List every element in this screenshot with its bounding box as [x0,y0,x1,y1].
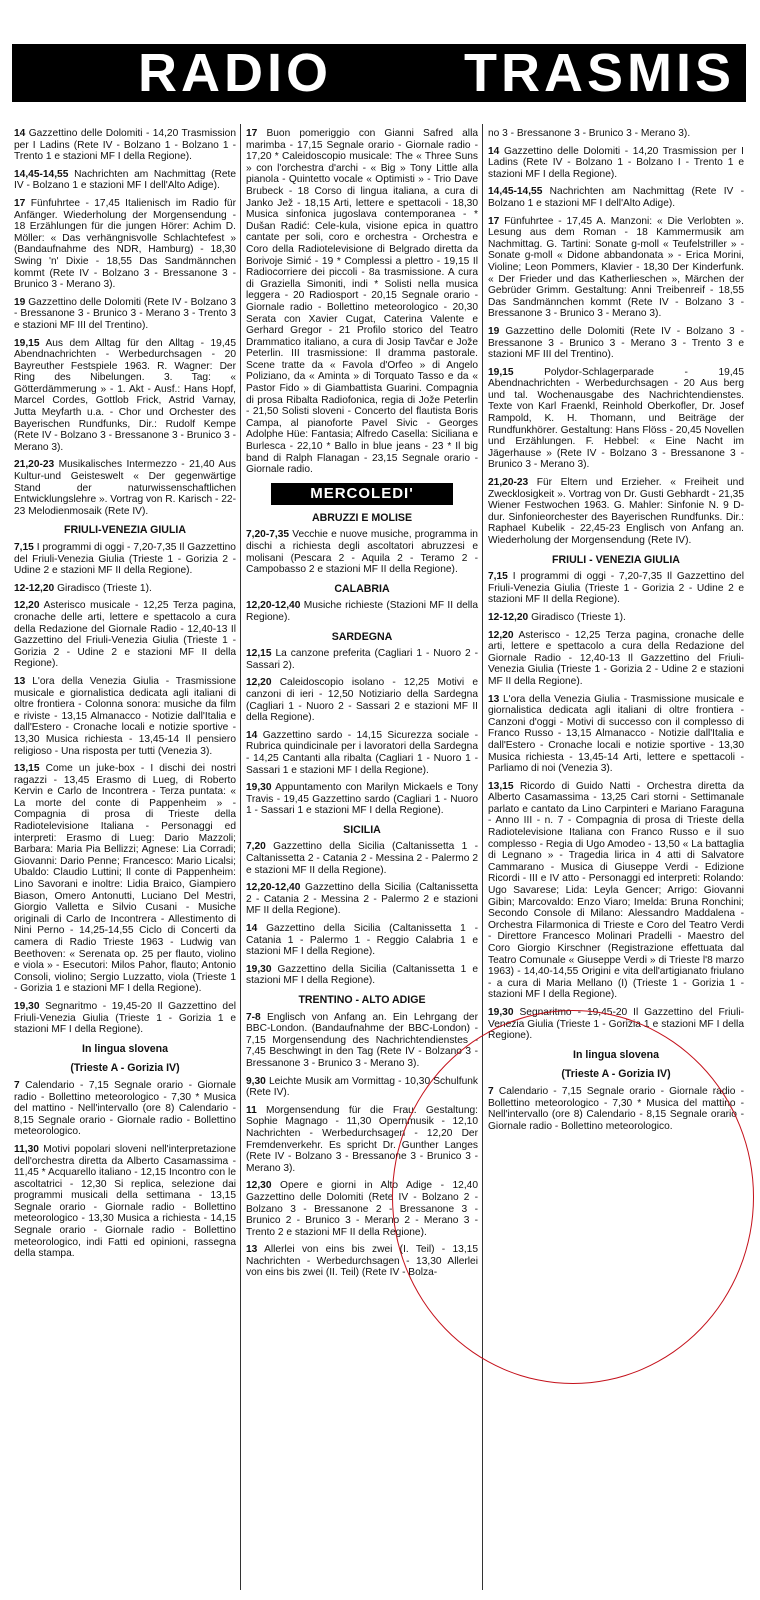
schedule-entry [246,923,478,958]
entry-time: 19,30 [14,1000,40,1012]
region-heading: ABRUZZI E MOLISE [311,511,413,524]
entry-text: Musiche richieste (Stazioni MF II della Regione). [246,600,478,623]
region-heading: FRIULI - VENEZIA GIULIA [552,553,680,566]
entry-text: Gazzettino delle Dolomiti - 14,20 Trasmission per I Ladins (Rete IV - Bolzano 1 - Bolzano I - Trento 1 e stazioni MF I della Regione). [488,145,744,180]
entry-text: La canzone preferita (Cagliari 1 - Nuoro 2 - Sassari 2). [246,648,478,671]
entry-time: 19,30 [246,963,272,975]
entry-time: 14,45-14,55 [488,186,543,198]
entry-time: 7,15 [14,542,34,553]
schedule-entry [488,571,744,606]
schedule-entry [14,1144,236,1260]
schedule-entry [488,1007,744,1042]
entry-text: Gazzettino delle Dolomiti - 14,20 Trasmission per I Ladins (Rete IV - Bolzano 1 - Bolzano 1 - Trento 1 e stazioni MF I della Regione). [14,128,236,163]
region-heading: In lingua slovena [573,1048,659,1061]
entry-time: 19 [14,296,26,308]
schedule-entry [246,648,478,671]
column-middle [246,128,478,1285]
entry-text: Caleidoscopio isolano - 12,25 Motivi e canzoni di ieri - 12,50 Notiziario della Sardegna (Cagliari 1 - Nuoro 2 - Sassari 2 e stazioni MF II della Regione). [246,677,478,724]
entry-time: 14 [246,923,258,935]
entry-time: 19,30 [246,782,272,794]
entry-text: Motivi popolari sloveni nell'interpretazione dell'orchestra diretta da Alberto Casamassima - 11,45 * Acquarello italiano - 12,15 Incontro con le ascoltatrici - 12,30 Si replica, selezione dai programmi musicali della settimana - 13,15 Segnale orario - Giornale radio - Bollettino meteorologico - 13,30 Musica a richiesta - 14,15 Segnale orario - Giornale radio - Bollettino meteorologico, indi Fatti ed opinioni, rassegna della stampa. [14,1143,236,1260]
column-right [488,128,744,1138]
entry-text: L'ora della Venezia Giulia - Trasmissione musicale e giornalistica dedicata agli italiani di oltre frontiera - Canzoni d'oggi - Motivi di successo con il complesso di Franco Russo - 13,15 Almanacco - Notizie dall'Italia e dall'Estero - Cronache locali e notizie sportive - 13,30 Musica richiesta - 13,45-14 Arti, lettere e spettacoli - Parliamo di noi (Venezia 3). [488,693,744,775]
entry-text: Gazzettino delle Dolomiti (Rete IV - Bolzano 3 - Bressanone 3 - Brunico 3 - Merano 3 - Trento 3 e stazioni MF III del Trentino). [488,325,744,361]
entry-text: Asterisco musicale - 12,25 Terza pagina, cronache delle arti, lettere e spettacolo a cura della Redazione del Giornale Radio - 12,40-13 Il Gazzettino del Friuli-Venezia Giulia (Trieste 1 - Gorizia 2 - Udine 2 e stazioni MF II della Regione). [14,600,236,670]
entry-time: 14 [246,729,258,741]
schedule-entry [488,146,744,181]
day-heading: MERCOLEDI' [271,483,453,505]
page-header-banner [12,44,746,102]
entry-time: 11,30 [14,1143,39,1155]
region-heading: In lingua slovena [82,1042,168,1055]
entry-text: I programmi di oggi - 7,20-7,35 Il Gazzettino del Friuli-Venezia Giulia (Trieste 1 - Gorizia 2 - Udine 2 e stazioni MF II della Regione). [14,542,236,577]
schedule-entry [488,186,744,209]
schedule-entry [14,600,236,670]
entry-text: Gazzettino della Sicilia (Caltanissetta 1 - Catania 1 - Palermo 1 - Reggio Calabria 1 e stazioni MF I della Regione). [246,923,478,958]
entry-time: 17 [246,128,258,139]
entry-text: no 3 - Bressanone 3 - Brunico 3 - Merano 3). [488,128,691,139]
schedule-entry [246,882,478,917]
schedule-entry [488,216,744,320]
schedule-entry [14,676,236,757]
entry-time: 12,20 [488,629,514,641]
entry-time: 21,20-23 [488,477,529,489]
schedule-entry [488,128,744,140]
entry-text: Vecchie e nuove musiche, programma in dischi a richiesta degli ascoltatori abruzzesi e molisani (Pescara 2 - Aquila 2 - Teramo 2 - Campobasso 2 e stazioni MF II della Regione). [246,529,478,576]
entry-time: 9,30 [246,1075,266,1087]
entry-time: 14 [488,145,500,157]
entry-time: 12,20-12,40 [246,882,301,894]
schedule-entry [246,1076,478,1099]
entry-time: 12,20 [246,677,272,689]
entry-text: L'ora della Venezia Giulia - Trasmissione musicale e giornalistica dedicata agli italiani di oltre frontiera - Colonna sonora: musiche da film e riviste - 13,15 Almanacco - Notizie dall'Italia e dall'Estero - Cronache locali e notizie sportive - 13,30 Musica richiesta - 13,45-14 Il pensiero religioso - Una risposta per tutti (Venezia 3). [14,675,236,757]
entry-text: Aus dem Alltag für den Alltag - 19,45 Abendnachrichten - Werbedurchsagen - 20 Bayreuther Festspiele 1963. R. Wagner: Der Ring des Nibelungen. 3. Tag: « Götterdämmerung » - 1. Akt - Ausf.: Hans Hopf, Marcel Cordes, Gottlob Frick, Astrid Varnay, Jutta Meyfarth u.a. - Chor und Orchester des Bayerischen Rundfunks, Dir.: Rudolf Kempe (Rete IV - Bolzano 3 - Bressanone 3 - Brunico 3 - Merano 3). [14,337,236,453]
header-word-trasmis: TRASMIS [464,43,735,103]
entry-time: 17 [488,215,500,227]
header-word-radio: RADIO [138,43,332,103]
schedule-entry [246,600,478,623]
schedule-entry [488,694,744,775]
schedule-entry [488,1086,744,1132]
entry-time: 12-12,20 [488,611,529,623]
column-left [14,128,236,1266]
schedule-entry [488,367,744,471]
entry-text: Leichte Musik am Vormittag - 10,30 Schulfunk (Rete IV). [246,1075,478,1099]
entry-text: Gazzettino delle Dolomiti (Rete IV - Bolzano 3 - Bressanone 3 - Brunico 3 - Merano 3 - Trento 3 e stazioni MF III del Trentino). [14,296,236,331]
entry-time: 19,15 [14,337,40,349]
schedule-entry [488,630,744,688]
entry-time: 7 [14,1079,20,1091]
column-divider [482,124,483,1590]
entry-text: Segnaritmo - 19,45-20 Il Gazzettino del Friuli-Venezia Giulia (Trieste 1 - Gorizia 1 e stazioni MF I della Regione). [488,1006,744,1042]
schedule-entry [246,730,478,776]
schedule-entry [14,198,236,291]
schedule-entry [14,297,236,332]
entry-time: 21,20-23 [14,459,55,471]
schedule-entry [246,677,478,723]
entry-text: Appuntamento con Marilyn Mickaels e Tony Travis - 19,45 Gazzettino sardo (Cagliari 1 - Nuoro 1 - Sassari 1 e stazioni MF I della Regione). [246,782,478,817]
entry-time: 13,15 [14,763,40,775]
entry-time: 17 [14,197,26,209]
region-heading: SARDEGNA [331,630,393,643]
entry-time: 7,20 [246,841,266,853]
schedule-entry [488,477,744,547]
schedule-entry [488,781,744,1001]
entry-text: Allerlei von eins bis zwei (I. Teil) - 13,15 Nachrichten - Werbedurchsagen - 13,30 Allerlei von eins bis zwei (II. Teil) (Rete IV - Bolza- [246,1244,478,1279]
entry-text: Giradisco (Trieste 1). [57,582,152,594]
schedule-entry [488,612,744,624]
schedule-entry [246,1180,478,1238]
schedule-entry [14,1080,236,1138]
entry-text: Opere e giorni in Alto Adige - 12,40 Gazzettino delle Dolomiti (Rete IV - Bolzano 2 - Bolzano 3 - Bressanone 2 - Bressanone 3 - Brunico 2 - Brunico 3 - Merano 2 - Merano 3 - Trento 2 e stazioni MF II della Regione). [246,1180,478,1238]
region-heading: FRIULI-VENEZIA GIULIA [63,524,187,537]
entry-text: Polydor-Schlagerparade - 19,45 Abendnachrichten - Werbedurchsagen - 20 Aus berg und tal. Wochenausgabe des Nachrichtendienstes. Texte von Karl Fraenkl, Reinhold Oberkofler, Dr. Josef Rampold, K. H. Thomann, und Beiträge der Rundfunkhörer. Gestaltung: Hans Flöss - 20,45 Novellen und Erzählungen. F. Hebbel: « Eine Nacht im Jägerhause » (Rete IV - Bolzano 3 - Bressanone 3 - Brunico 3 - Merano 3). [488,366,744,471]
schedule-entry [488,326,744,361]
schedule-entry [246,782,478,817]
entry-text: Fünfuhrtee - 17,45 A. Manzoni: « Die Verlobten ». Lesung aus dem Roman - 18 Kammermusik am Nachmittag. G. Tartini: Sonate g-moll « Teufelstriller » - Sonate g-moll « Didone abbandonata » - Erica Morini, Violine; Leon Pommers, Klavier - 18,30 Der Kinderfunk. « Der Frieder und das Katherlieschen », Märchen der Gebrüder Grimm. Gestaltung: Anni Treibenreif - 18,55 Das Sandmännchen kommt (Rete IV - Bolzano 3 - Bressanone 3 - Brunico 3 - Merano 3). [488,215,744,320]
schedule-entry [14,169,236,192]
entry-text: Segnaritmo - 19,45-20 Il Gazzettino del Friuli-Venezia Giulia (Trieste 1 - Gorizia 1 e stazioni MF I della Regione). [14,1000,236,1036]
entry-text: Morgensendung für die Frau. Gestaltung: Sophie Magnago - 11,30 Opernmusik - 12,10 Nachrichten - Werbedurchsagen - 12,20 Der Fremdenverkehr. Es spricht Dr. Gunther Langes (Rete IV - Bolzano 3 - Bressanone 3 - Brunico 3 - Merano 3). [246,1104,478,1174]
entry-text: Gazzettino della Sicilia (Caltanissetta 1 e stazioni MF I della Regione). [246,963,478,987]
column-divider [240,124,241,1590]
entry-text: Ricordo di Guido Natti - Orchestra diretta da Alberto Casamassima - 13,25 Cari storni - Settimanale parlato e cantato da Lino Carpinteri e Mariano Faraguna - Anno III - n. 7 - Compagnia di prosa di Trieste della Radiotelevisione Italiana con Franco Russo e il suo complesso - Regia di Ugo Amodeo - 13,50 « La battaglia di Legnano » - Tragedia lirica in 4 atti di Salvatore Cammarano - Musica di Giuseppe Verdi - Edizione Ricordi - III e IV atto - Personaggi ed interpreti: Rolando: Ugo Savarese; Lida: Leyla Gencer; Arrigo: Giovanni Gibin; Marcovaldo: Enzo Viaro; Imelda: Bruna Ronchini; Secondo Console di Milano: Alessandro Maddalena - Orchestra Filarmonica di Trieste e Coro del Teatro Verdi - Direttore Francesco Molinari Pradelli - Maestro del Coro Giorgio Kirschner (Registrazione effettuata dal Teatro Comunale « Giuseppe Verdi » di Trieste l'8 marzo 1963) - 14,40-14,55 Origini e vita dell'artigianato friulano - a cura di Maria Mellano (I) (Trieste 1 - Gorizia 1 - stazioni MF I della Regione). [488,780,744,1001]
entry-time: 7,15 [488,571,508,583]
entry-text: Englisch von Anfang an. Ein Lehrgang der BBC-London. (Bandaufnahme der BBC-London) - 7,15 Morgensendung des Nachrichtendienstes - 7,45 Beschwingt in den Tag (Rete IV - Bolzano 3 - Bressanone 3 - Brunico 3 - Merano 3). [246,1011,478,1069]
region-heading: CALABRIA [334,582,390,595]
schedule-entry [14,1001,236,1036]
schedule-entry [14,459,236,517]
entry-text: Buon pomeriggio con Gianni Safred alla marimba - 17,15 Segnale orario - Giornale radio - 17,20 * Caleidoscopio musicale: The « Three Suns » con l'orchestra d'archi - « Big » Tony Little alla pianola - Quintetto vocale « Optimisti » - Trio Dave Brubeck - 18 Corso di lingua italiana, a cura di Janko Jež - 18,15 Arti, lettere e spettacoli - 18,30 Musica sinfonica jugoslava contemporanea - * Dušan Radić: Cele-kula, visione epica in quattro cantate per soli, coro e orchestra - Orchestra e Coro della Radiotelevisione di Belgrado diretta da Borivoje Simić - 19 * Complessi a plettro - 19,15 Il Radiocorriere dei piccoli - 8a trasmissione. A cura di Graziella Simoniti, indi * Solisti nella musica leggera - 20 Radiosport - 20,15 Segnale orario - Giornale radio - Bollettino meteorologico - 20,30 Serata con Xavier Cugat, Caterina Valente e Gerhard Gregor - 21 Profilo storico del Teatro Drammatico italiano, a cura di Josip Tavčar e Jože Peterlin. III trasmissione: Il dramma pastorale. Scene tratte da « Favola d'Orfeo » di Angelo Poliziano, da « Aminta » di Torquato Tasso e da « Pastor Fido » di Giambattista Guarini. Compagnia di prosa Ribalta Radiofonica, regia di Jože Peterlin - 21,50 Solisti sloveni - Concerto del flautista Boris Campa, al pianoforte Pavel Sivic - Georges Adolphe Hüe: Fantasia; Alfredo Casella: Siciliana e Burlesca - 22,10 * Ballo in blue jeans - 23 * Il big band di Ralph Flanagan - 23,15 Segnale orario - Giornale radio. [246,128,478,476]
schedule-entry [246,1105,478,1175]
schedule-entry [14,338,236,454]
entry-time: 19 [488,325,500,337]
entry-time: 11 [246,1104,257,1116]
entry-time: 13 [14,675,26,687]
region-heading: SICILIA [343,823,381,836]
schedule-entry [246,964,478,987]
region-heading: TRENTINO - ALTO ADIGE [298,994,426,1006]
region-heading: (Trieste A - Gorizia IV) [561,1068,671,1081]
schedule-entry [14,542,236,577]
schedule-entry [246,1012,478,1070]
entry-text: Gazzettino sardo - 14,15 Sicurezza sociale - Rubrica quindicinale per i lavoratori della Sardegna - 14,25 Cantanti alla ribalta (Cagliari 1 - Nuoro 1 - Sassari 1 e stazioni MF I della Regione). [246,729,478,776]
entry-text: Giradisco (Trieste 1). [531,611,626,623]
entry-time: 7 [488,1085,494,1097]
entry-time: 12,15 [246,648,272,660]
entry-text: Come un juke-box - I dischi dei nostri ragazzi - 13,45 Erasmo di Lueg, di Roberto Kervin e Carlo de Incontrera - Terza puntata: « La morte del conte di Pappenheim » - Compagnia di prosa di Trieste della Radiotelevisione Italiana - Personaggi ed interpreti: Erasmo di Lueg: Dario Mazzoli; Barbara: Maria Pia Bellizzi; Agnese: Lia Corradi; Giovanni: Dario Penne; Francesco: Mario Licalsi; Ubaldo: Claudio Luttini; Il conte di Pappenheim: Lino Savorani e inoltre: Lidia Braico, Giampiero Biason, Omero Antonutti, Luciano Del Mestri, Giorgio Valletta e Silvio Cusani - Musiche originali di Carlo de Incontrera - Allestimento di Nini Perno - 14,25-14,55 Ciclo di Concerti da camera di Radio Trieste 1963 - Ludwig van Beethoven: « Serenata op. 25 per flauto, violino e viola » - Esecutori: Milos Pahor, flauto; Antonio Consoli, violino; Sergio Luzzatto, viola (Trieste 1 - Gorizia 1 e stazioni MF I della Regione). [14,763,236,995]
entry-time: 7-8 [246,1011,261,1023]
schedule-entry [246,1244,478,1279]
entry-time: 7,20-7,35 [246,529,290,541]
entry-time: 14,45-14,55 [14,168,69,180]
entry-time: 19,30 [488,1006,514,1018]
entry-time: 13,15 [488,780,514,792]
entry-text: Calendario - 7,15 Segnale orario - Giornale radio - Bollettino meteorologico - 7,30 * Musica del mattino - Nell'intervallo (ore 8) Calendario - 8,15 Segnale orario - Giornale radio - Bollettino meteorologico. [14,1079,236,1138]
entry-time: 14 [14,128,26,139]
schedule-entry [246,529,478,575]
entry-text: Fünfuhrtee - 17,45 Italienisch im Radio für Anfänger. Wiederholung der Morgensendung - 18 Erzählungen für die jungen Hörer: Achim D. Möller: « Das verhängnisvolle Schlachtefest » (Bandaufnahme des NDR, Hamburg) - 18,30 Swing 'n' Dixie - 18,55 Das Sandmännchen kommt (Rete IV - Bolzano 3 - Bressanone 3 - Brunico 3 - Merano 3). [14,197,236,291]
schedule-entry [14,763,236,995]
entry-text: Nachrichten am Nachmittag (Rete IV - Bolzano 1 e stazioni MF I dell'Alto Adige). [14,168,236,192]
region-heading: (Trieste A - Gorizia IV) [70,1062,180,1075]
schedule-entry [14,583,236,595]
entry-time: 12-12,20 [14,582,55,594]
entry-text: Musikalisches Intermezzo - 21,40 Aus Kultur-und Geisteswelt « Der gegenwärtige Stand der naturwissenschaftlichen Entwicklungslehre ». Vortrag von R. Karisch - 22-23 Melodienmosaik (Rete IV). [14,459,236,517]
entry-text: I programmi di oggi - 7,20-7,35 Il Gazzettino del Friuli-Venezia Giulia (Trieste 1 - Gorizia 2 - Udine 2 e stazioni MF II della Regione). [488,571,744,606]
entry-time: 19,15 [488,366,514,378]
entry-text: Asterisco - 12,25 Terza pagina, cronache delle arti, lettere e spettacolo a cura della Redazione del Giornale Radio - 12,40-13 Il Gazzettino del Friuli-Venezia Giulia (Trieste 1 - Gorizia 2 - Udine 2 e stazioni MF II della Regione). [488,629,744,687]
entry-text: Nachrichten am Nachmittag (Rete IV - Bolzano 1 e stazioni MF I dell'Alto Adige). [488,186,744,209]
schedule-entry [14,128,236,163]
entry-time: 13 [488,693,500,705]
entry-text: Für Eltern und Erzieher. « Freiheit und Zwecklosigkeit ». Vortrag von Dr. Gusti Gebhardt - 21,35 Wiener Festwochen 1963. G. Mahler: Sinfonie N. 9 D-dur. Sinfonieorchester des Bayerischen Rundfunks. Dir.: Raphael Kubelik - 22,45-23 Englisch von Anfang an. Wiederholung der Morgensendung (Rete IV). [488,477,744,546]
entry-text: Calendario - 7,15 Segnale orario - Giornale radio - Bollettino meteorologico - 7,30 * Musica del mattino - Nell'intervallo (ore 8) Calendario - 8,15 Segnale orario - Giornale radio - Bollettino meteorologico. [488,1085,744,1132]
entry-time: 12,30 [246,1180,272,1192]
schedule-entry [246,841,478,876]
entry-text: Gazzettino della Sicilia (Caltanissetta 2 - Catania 2 - Messina 2 - Palermo 2 e stazioni MF II della Regione). [246,882,478,917]
entry-time: 12,20-12,40 [246,600,301,612]
entry-text: Gazzettino della Sicilia (Caltanissetta 1 - Caltanissetta 2 - Catania 2 - Messina 2 - Palermo 2 e stazioni MF II della Regione). [246,841,478,876]
schedule-entry [246,128,478,476]
entry-time: 12,20 [14,600,40,612]
entry-time: 13 [246,1244,258,1256]
